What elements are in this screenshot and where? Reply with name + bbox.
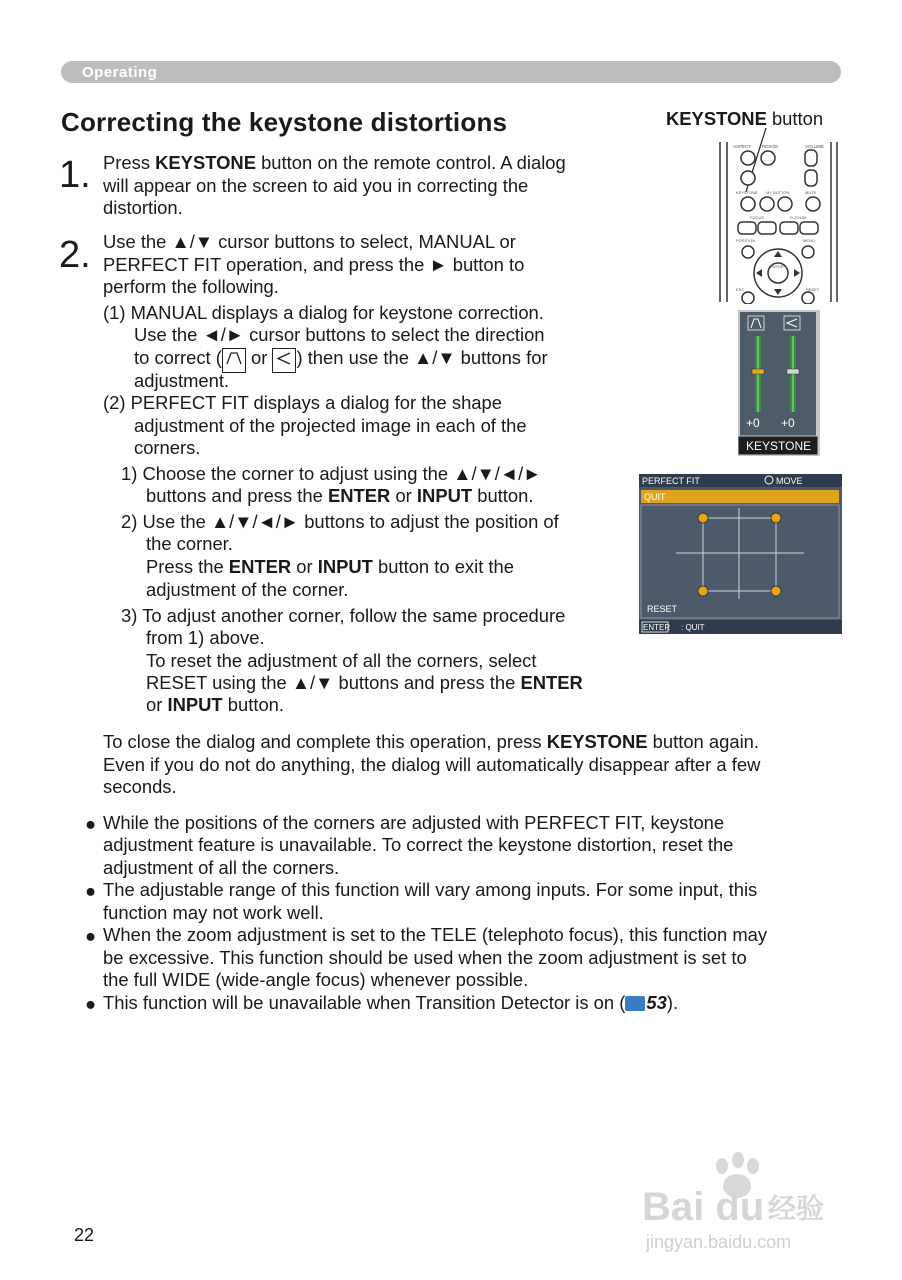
svg-text:ENTER: ENTER xyxy=(770,264,784,269)
page-number: 22 xyxy=(74,1225,95,1245)
perfect-line-1: (2) PERFECT FIT displays a dialog for the shape xyxy=(103,392,502,413)
step-2-intro-1: Use the ▲/▼ cursor buttons to select, MANUAL or xyxy=(103,231,516,252)
step-1-line-2: will appear on the screen to aid you in correcting the xyxy=(103,175,529,196)
manual-line-3: to correct ( or ) then use the ▲/▼ buttons for xyxy=(134,347,548,373)
sub3-line-4: RESET using the ▲/▼ buttons and press the ENTER xyxy=(146,672,583,693)
step-2-intro-2: PERFECT FIT operation, and press the ► button to xyxy=(103,254,525,275)
svg-text:ESC: ESC xyxy=(736,287,745,292)
manual-keystone-dialog xyxy=(738,310,820,456)
manual-line-2: Use the ◄/► cursor buttons to select the direction xyxy=(134,324,545,345)
baidu-watermark xyxy=(640,1150,850,1260)
bullet-2-line-1: The adjustable range of this function will vary among inputs. For some input, this xyxy=(103,879,758,900)
svg-text:经验: 经验 xyxy=(768,1192,825,1225)
sub3-line-3: To reset the adjustment of all the corners, select xyxy=(146,650,537,671)
sub1-line-1: 1) Choose the corner to adjust using the ▲/▼/◄/► xyxy=(121,463,542,484)
step-1-number: 1. xyxy=(59,154,91,196)
step-1-line-1: Press KEYSTONE button on the remote control. A dialog xyxy=(103,152,566,173)
remote-control-illustration xyxy=(710,128,842,304)
svg-text:MY BUTTON: MY BUTTON xyxy=(766,190,790,195)
svg-text:PERFECT FIT: PERFECT FIT xyxy=(642,476,700,486)
svg-text:ENTER: ENTER xyxy=(643,623,671,632)
sub3-line-5: or INPUT button. xyxy=(146,694,285,715)
page-reference-link[interactable]: 53 xyxy=(646,992,667,1013)
sub3-line-2: from 1) above. xyxy=(146,627,265,648)
bullet-4-line-1: This function will be unavailable when Transition Detector is on ( 53). xyxy=(103,992,679,1013)
sub2-line-4: adjustment of the corner. xyxy=(146,579,349,600)
svg-text:FOCUS: FOCUS xyxy=(750,215,764,220)
svg-text:QUIT: QUIT xyxy=(644,492,666,502)
section-label: Operating xyxy=(82,64,158,81)
svg-text:KEYSTONE: KEYSTONE xyxy=(746,439,812,453)
bullet-3-line-3: the full WIDE (wide-angle focus) whenever possible. xyxy=(103,969,529,990)
perfect-line-3: corners. xyxy=(134,437,201,458)
section-header-bar xyxy=(61,61,841,83)
step-2-intro-3: perform the following. xyxy=(103,276,279,297)
svg-text:Bai du: Bai du xyxy=(642,1185,765,1229)
keystone-vertical-icon xyxy=(222,348,246,373)
perfect-line-2: adjustment of the projected image in each of the xyxy=(134,415,527,436)
svg-text:+0: +0 xyxy=(781,416,795,430)
svg-text:RESIZE: RESIZE xyxy=(762,144,779,149)
closing-line-3: seconds. xyxy=(103,776,177,797)
sub2-line-3: Press the ENTER or INPUT button to exit the xyxy=(146,556,514,577)
svg-text:MOVE: MOVE xyxy=(776,476,803,486)
manual-line-1: (1) MANUAL displays a dialog for keystone correction. xyxy=(103,302,544,323)
svg-text:KEYSTONE: KEYSTONE xyxy=(736,190,758,195)
svg-text:MUTE: MUTE xyxy=(805,190,817,195)
sub2-line-2: the corner. xyxy=(146,533,233,554)
keystone-horizontal-icon xyxy=(272,348,296,373)
svg-text:jingyan.baidu.com: jingyan.baidu.com xyxy=(646,1232,792,1252)
bullet-1-glyph: ● xyxy=(85,813,97,834)
svg-text:POSITION: POSITION xyxy=(736,238,756,243)
bullet-2-glyph: ● xyxy=(85,880,97,901)
bullet-4-glyph: ● xyxy=(85,993,97,1014)
book-reference-icon xyxy=(625,996,645,1011)
closing-line-2: Even if you do not do anything, the dialog will automatically disappear after a few xyxy=(103,754,761,775)
bullet-1-line-2: adjustment feature is unavailable. To correct the keystone distortion, reset the xyxy=(103,834,734,855)
svg-text:ASPECT: ASPECT xyxy=(733,144,752,149)
bullet-3-line-1: When the zoom adjustment is set to the TELE (telephoto focus), this function may xyxy=(103,924,768,945)
svg-text:MENU: MENU xyxy=(803,238,815,243)
svg-text:: QUIT: : QUIT xyxy=(681,623,705,632)
perfect-fit-dialog xyxy=(639,474,842,634)
page-title: Correcting the keystone distortions xyxy=(61,107,508,137)
bullet-1-line-1: While the positions of the corners are adjusted with PERFECT FIT, keystone xyxy=(103,812,725,833)
bullet-3-line-2: be excessive. This function should be used when the zoom adjustment is set to xyxy=(103,947,747,968)
remote-caption: KEYSTONE button xyxy=(666,108,824,129)
bullet-3-glyph: ● xyxy=(85,925,97,946)
svg-text:VOLUME: VOLUME xyxy=(805,144,825,149)
svg-text:D-ZOOM: D-ZOOM xyxy=(790,215,807,220)
step-2-number: 2. xyxy=(59,234,91,276)
manual-line-4: adjustment. xyxy=(134,370,230,391)
sub1-line-2: buttons and press the ENTER or INPUT button. xyxy=(146,485,534,506)
svg-text:+0: +0 xyxy=(746,416,760,430)
step-1-line-3: distortion. xyxy=(103,197,183,218)
sub3-line-1: 3) To adjust another corner, follow the same procedure xyxy=(121,605,566,626)
closing-line-1: To close the dialog and complete this operation, press KEYSTONE button again. xyxy=(103,731,759,752)
bullet-2-line-2: function may not work well. xyxy=(103,902,324,923)
bullet-1-line-3: adjustment of all the corners. xyxy=(103,857,340,878)
sub2-line-1: 2) Use the ▲/▼/◄/► buttons to adjust the position of xyxy=(121,511,559,532)
svg-text:RESET: RESET xyxy=(647,604,678,614)
svg-text:RESET: RESET xyxy=(806,287,820,292)
